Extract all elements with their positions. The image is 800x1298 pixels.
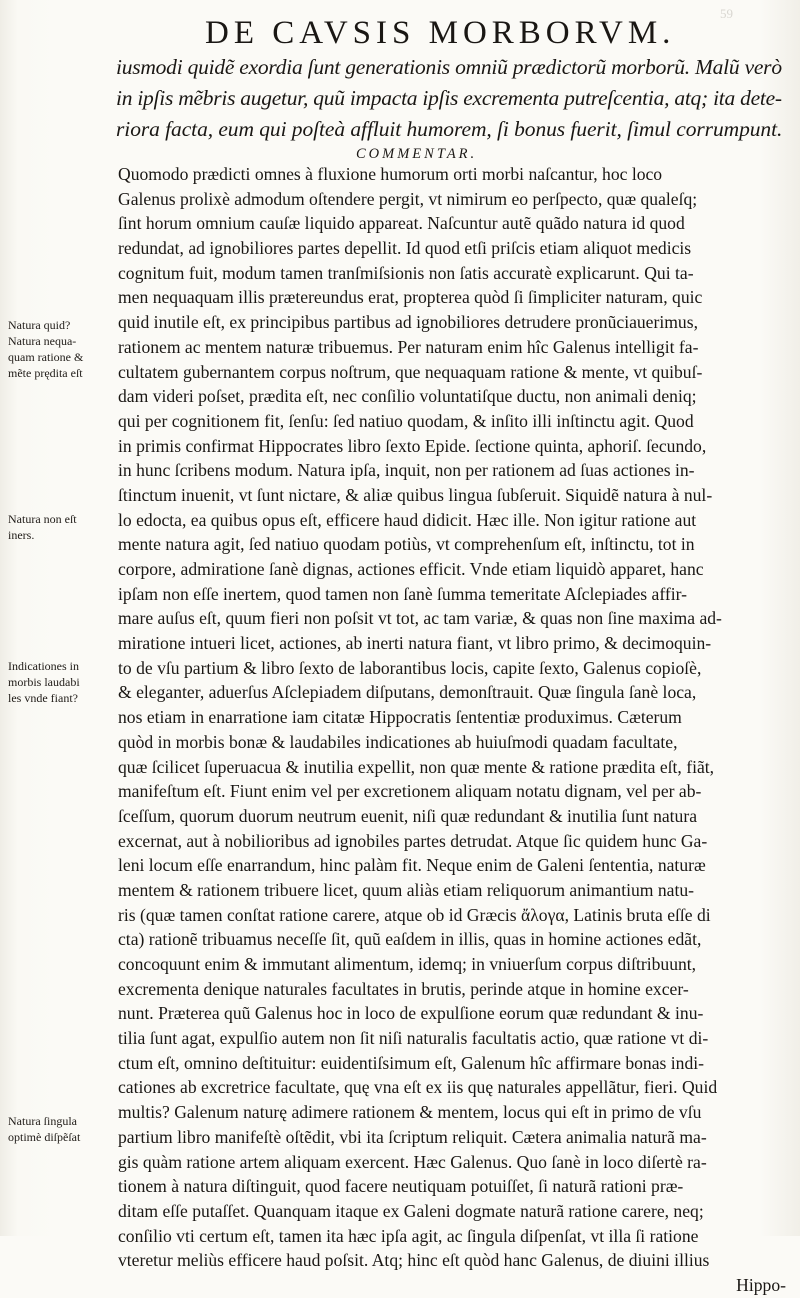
commentary-line: mare auſus eſt, quum fieri non poſsit vt tot, ac tam variæ, & quas non ſine maxima ad- (118, 608, 722, 629)
commentary-line: cta) rationẽ tribuamus neceſſe ſit, quũ eaſdem in illis, quas in homine actiones edãt, (118, 929, 702, 950)
commentary-line: manifeſtum eſt. Fiunt enim vel per excretionem aliquam notatu dignam, vel per ab- (118, 781, 702, 802)
commentary-line: dam videri poſset, prædita eſt, nec conſilio voluntatiſque ductu, non animali deniq; (118, 386, 697, 407)
commentary-heading: COMMENTAR. (356, 146, 478, 162)
commentary-line: multis? Galenum naturę adimere rationem & mentem, locus qui eſt in primo de vſu (118, 1102, 702, 1123)
italic-line: riora facta, eum qui poſteà affluit humorem, ſi bonus fuerit, ſimul corrumpunt. (116, 117, 783, 141)
marginal-note-line: Natura non eſt (8, 512, 77, 526)
marginal-note-line: Natura ſingula (8, 1114, 77, 1128)
commentary-line: leni locum eſſe enarrandum, hinc palàm fit. Neque enim de Galeni ſententia, naturæ (118, 855, 706, 876)
commentary-line: concoquunt enim & immutant alimentum, idemq; in vniuerſum corpus diſtribuunt, (118, 954, 697, 974)
commentary-line: nunt. Præterea quũ Galenus hoc in loco de expulſione eorum quæ redundant & inu- (118, 1003, 704, 1024)
marginal-note-line: les vnde fiant? (8, 691, 78, 705)
folio-number: 59 (720, 6, 733, 21)
marginal-note-line: optimè diſpẽſat (8, 1130, 81, 1144)
commentary-line: in primis confirmat Hippocrates libro ſexto Epide. ſectione quinta, aphoriſ. ſecundo, (118, 435, 707, 456)
commentary-line: quæ ſcilicet ſuperuacua & inutilia expellit, non quæ mente & ratione prædita eſt, fiãt, (118, 756, 715, 777)
commentary-line: men nequaquam illis prætereundus erat, propterea quòd ſi ſimpliciter naturam, quic (118, 287, 703, 308)
commentary-line: ſtinctum inuenit, vt ſunt nictare, & aliæ quibus lingua ſubſeruit. Siquidẽ natura à nul- (118, 484, 713, 505)
marginal-note-line: Natura quid? (8, 318, 71, 332)
commentary-line: quòd in morbis bonæ & laudabiles indicationes ab huiuſmodi quadam facultate, (118, 731, 678, 752)
commentary-line: conſilio vti certum eſt, tamen ita hæc ipſa agit, ac ſingula diſpenſat, vt illa ſi ratione (118, 1225, 699, 1246)
marginal-note-line: morbis laudabi (8, 675, 80, 689)
commentary-line: ditam eſſe putaſſet. Quanquam itaque ex Galeni dogmate naturã ratione carere, neq; (118, 1200, 704, 1221)
commentary-line: corpore, admiratione ſanè dignas, actiones efficit. Vnde etiam liquidò apparet, hanc (118, 559, 704, 579)
commentary-line: ſceſſum, quorum duorum neutrum euenit, niſi quæ redundant & inutilia ſunt natura (118, 805, 698, 826)
italic-line: in ipſis mẽbris augetur, quũ impacta ipſis excrementa putreſcentia, atq; ita dete- (116, 86, 782, 110)
commentary-line: redundat, ad ignobiliores partes depellit. Id quod etſi priſcis etiam aliquot medicis (118, 238, 692, 259)
running-title: DE CAVSIS MORBORVM. (205, 15, 676, 51)
commentary-line: cognitum fuit, modum tamen tranſmiſsionis non ſatis accuratè explicarunt. Qui ta- (118, 262, 694, 283)
commentary-line: ctum eſt, omnino deſtituitur: euidentiſsimum eſt, Galenum hîc affirmare bonas indi- (118, 1052, 705, 1073)
marginal-note (8, 658, 116, 706)
catchword: Hippo- (736, 1274, 786, 1295)
marginal-note-line: Natura nequa- (8, 334, 77, 348)
commentary-line: vteretur meliùs efficere haud poſsit. Atq; hinc eſt quòd hanc Galenus, de diuini illius (118, 1250, 710, 1271)
commentary-line: excrementa denique naturales facultates in brutis, perinde atque in homine excer- (118, 978, 689, 999)
commentary-line: gis quàm ratione artem aliquam exercent. Hæc Galenus. Quo ſanè in loco diſertè ra- (118, 1151, 707, 1172)
commentary-line: partium libro manifeſtè oſtẽdit, vbi ita ſcriptum reliquit. Cætera animalia naturã ma- (118, 1126, 707, 1147)
marginal-note-line: mẽte prędita eſt (8, 366, 83, 380)
commentary-line: cultatem gubernantem corpus noſtrum, que nequaquam ratione & mente, vt quibuſ- (118, 361, 703, 382)
marginal-note (8, 1113, 116, 1145)
commentary-line: Quomodo prædicti omnes à fluxione humorum orti morbi naſcantur, hoc loco (118, 164, 663, 184)
commentary-line: excernat, aut à nobilioribus ad ignobiles partes detrudat. Atque ſic quidem hunc Ga- (118, 830, 708, 851)
commentary-line: miratione intueri licet, actiones, ab inerti natura fiant, vt libro primo, & decimoquin- (118, 633, 712, 654)
commentary-line: tionem à natura diſtinguit, quod facere neutiquam potuiſſet, ſi naturã rationi præ- (118, 1176, 684, 1197)
commentary-line: mentem & rationem tribuere licet, quum aliàs etiam reliquorum animantium natu- (118, 879, 695, 900)
marginal-note-line: Indicationes in (8, 659, 79, 673)
commentary-line: ris (quæ tamen conſtat ratione carere, atque ob id Græcis ἄλογα, Latinis bruta eſſe di (118, 904, 711, 925)
commentary-line: nos etiam in enarratione iam citatæ Hippocratis ſententiæ produximus. Cæterum (118, 707, 682, 728)
commentary-line: Galenus prolixè admodum oſtendere pergit, vt nimirum eo perſpecto, quæ qualeſq; (118, 188, 698, 209)
commentary-line: tilia ſunt agat, expulſio autem non ſit niſi naturalis facultatis actio, quæ ratione vt di- (118, 1028, 709, 1049)
italic-text-block (116, 52, 786, 145)
commentary-line: qui per cognitionem fit, ſenſu: ſed natiuo quodam, & inſito illi inſtinctu agit. Quod (118, 410, 694, 431)
commentary-line: in hunc ſcribens modum. Natura ipſa, inquit, non per rationem ad ſuas actiones in- (118, 460, 695, 481)
commentary-body (118, 162, 786, 1298)
commentary-line: lo edocta, ea quibus opus eſt, efficere haud didicit. Hæc ille. Non igitur ratione aut (118, 509, 697, 530)
marginal-note (8, 317, 116, 381)
commentary-line: ſint horum omnium cauſæ liquido appareat. Naſcuntur autẽ quãdo natura id quod (118, 213, 685, 234)
commentary-line: mente natura agit, ſed natiuo quodam potiùs, vt comprehenſum eſt, inſtinctu, tot in (118, 534, 695, 555)
marginal-note (8, 511, 116, 543)
commentary-line: cationes ab excretrice facultate, quę vna eſt ex iis quę naturales appellãtur, fieri. Quid (118, 1077, 718, 1098)
marginal-note-line: iners. (8, 528, 35, 542)
commentary-line: rationem ac mentem naturæ tribuemus. Per naturam enim hîc Galenus intelligit fa- (118, 336, 699, 357)
marginal-note-line: quam ratione & (8, 350, 84, 364)
commentary-line: & eleganter, aduerſus Aſclepiadem diſputans, demonſtrauit. Quæ ſingula ſanè loca, (118, 682, 697, 703)
commentary-line: to de vſu partium & libro ſexto de laborantibus locis, capite ſexto, Galenus copioſè, (118, 657, 702, 678)
commentary-line: ipſam non eſſe inertem, quod tamen non ſanè ſumma temeritate Aſclepiades affir- (118, 583, 687, 604)
commentary-line: quid inutile eſt, ex principibus partibus ad ignobiliores detrudere pronũciauerimus, (118, 312, 698, 333)
italic-line: iusmodi quidẽ exordia ſunt generationis omniũ prædictorũ morborũ. Malũ verò (116, 55, 782, 79)
